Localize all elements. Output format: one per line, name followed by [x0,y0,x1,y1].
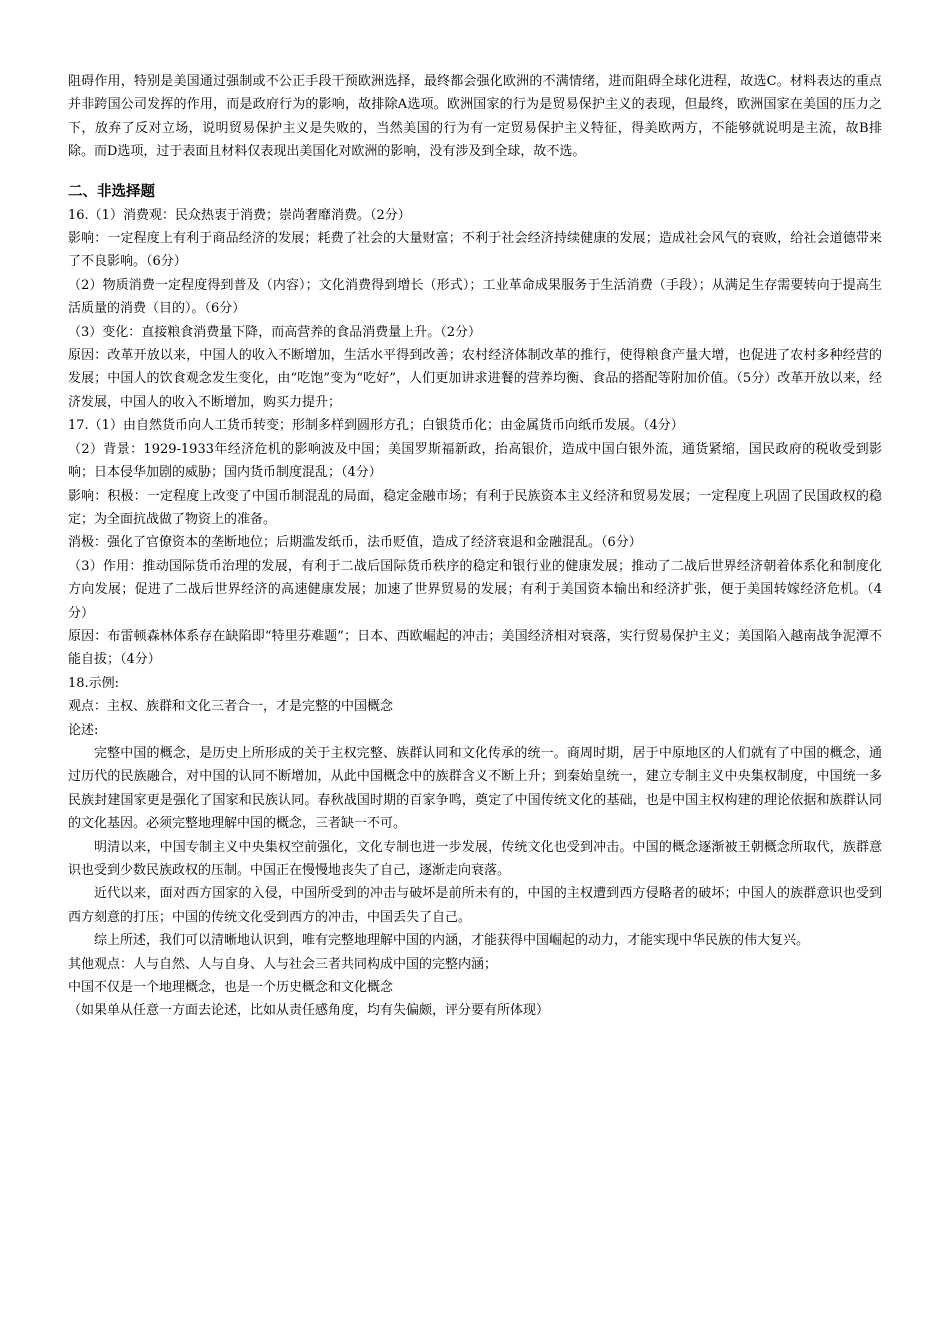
q17-part1: 17.（1）由自然货币向人工货币转变；形制多样到圆形方孔；白银货币化；由金属货币向纸币发展。（4分） [68,418,684,434]
q17-negative-impact: 消极：强化了官僚资本的垄断地位；后期滥发纸币，法币贬值，造成了经济衰退和金融混乱。（6分） [68,535,642,551]
question-18 [68,672,882,1023]
section-title: 二、非选择题 [68,183,155,200]
q17-positive-impact: 影响：积极：一定程度上改变了中国币制混乱的局面，稳定金融市场；有利于民族资本主义经济和贸易发展；一定程度上巩固了民国政权的稳定；为全面抗战做了物资上的准备。 [68,488,882,527]
q16-part3: （3）变化：直接粮食消费量下降，而高营养的食品消费量上升。（2分） [68,324,482,340]
q18-paragraph: 近代以来，面对西方国家的入侵，中国所受到的冲击与破坏是前所未有的，中国的主权遭到西方侵略者的破坏；中国人的族群意识也受到西方刻意的打压；中国的传统文化受到西方的冲击，中国丢失了自己。 [68,886,882,925]
q18-paragraph: 综上所述，我们可以清晰地认识到，唯有完整地理解中国的内涵，才能获得中国崛起的动力，才能实现中华民族的伟大复兴。 [94,933,810,949]
q18-paragraph: 完整中国的概念，是历史上所形成的关于主权完整、族群认同和文化传承的统一。商周时期，居于中原地区的人们就有了中国的概念，通过历代的民族融合，对中国的认同不断增加，从此中国概念中的族群含义不断上升；到秦始皇统一，建立专制主义中央集权制度，中国统一多民族封建国家更是强化了国家和民族认同。春秋战国时期的百家争鸣，奠定了中国传统文化的基础，也是中国主权构建的理论依据和族群认同的文化基因。必须完整地理解中国的概念，三者缺一不可。 [68,745,882,832]
q18-viewpoint: 观点：主权、族群和文化三者合一，才是完整的中国概念 [68,699,394,715]
intro-paragraph [68,70,882,164]
q18-grading-note: （如果单从任意一方面去论述，比如从责任感角度，均有失偏颇，评分要有所体现） [68,1003,550,1019]
q17-part3: （3）作用：推动国际货币治理的发展，有利于二战后国际货币秩序的稳定和银行业的健康发展；推动了二战后世界经济朝着体系化和制度化方向发展；促进了二战后世界经济的高速健康发展；加速了世界贸易的发展；有利于美国资本输出和经济扩张，便于美国转嫁经济危机。（4分） [68,558,882,621]
q17-reason: 原因：布雷顿森林体系存在缺陷即“特里芬难题”；日本、西欧崛起的冲击；美国经济相对衰落，实行贸易保护主义；美国陷入越南战争泥潭不能自拔；（4分） [68,628,882,668]
question-17 [68,414,882,671]
q16-part2: （2）物质消费一定程度得到普及（内容）；文化消费得到增长（形式）；工业革命成果服务于生活消费（手段）；从满足生存需要转向于提高生活质量的消费（目的）。（6分） [68,277,882,317]
q16-reason: 原因：改革开放以来，中国人的收入不断增加，生活水平得到改善；农村经济体制改革的推行，使得粮食产量大增，也促进了农村多种经营的发展；中国人的饮食观念发生变化，由“吃饱”变为“吃好”，人们更加讲求进餐的营养均衡、食品的搭配等附加价值。（5分）改革开放以来，经济发展，中国人的收入不断增加，购买力提升； [68,348,882,410]
q18-other-view: 中国不仅是一个地理概念，也是一个历史概念和文化概念 [68,980,394,996]
q18-other-view: 其他观点：人与自然、人与自身、人与社会三者共同构成中国的完整内涵； [68,956,498,972]
q17-background: （2）背景：1929-1933年经济危机的影响波及中国；美国罗斯福新政，抬高银价，造成中国白银外流，通货紧缩，国民政府的税收受到影响；日本侵华加剧的威胁；国内货币制度混乱；（4分） [68,441,882,481]
q18-header: 18.示例: [68,675,120,691]
q18-paragraph: 明清以来，中国专制主义中央集权空前强化，文化专制也进一步发展，传统文化也受到冲击。中国的概念逐渐被王朝概念所取代，族群意识也受到少数民族政权的压制。中国正在慢慢地丧失了自己，逐渐走向衰落。 [68,839,882,878]
intro-text: 阻碍作用，特别是美国通过强制或不公正手段干预欧洲选择，最终都会强化欧洲的不满情绪，进而阻碍全球化进程，故选C。材料表达的重点并非跨国公司发挥的作用，而是政府行为的影响，故排除A选项。欧洲国家的行为是贸易保护主义的表现，但最终，欧洲国家在美国的压力之下，放弃了反对立场，说明贸易保护主义是失败的，当然美国的行为有一定贸易保护主义特征，得美欧两方，不能够就说明是主流，故B排除。而D选项，过于表面且材料仅表现出美国化对欧洲的影响，没有涉及到全球，故不选。 [68,74,882,160]
document-page [68,70,882,1023]
q18-argument-label: 论述: [68,722,99,738]
q16-impact: 影响：一定程度上有利于商品经济的发展；耗费了社会的大量财富；不利于社会经济持续健康的发展；造成社会风气的衰败，给社会道德带来了不良影响。（6分） [68,231,882,270]
question-16 [68,204,882,415]
q16-part1: 16.（1）消费观：民众热衷于消费；崇尚奢靡消费。（2分） [68,207,411,223]
